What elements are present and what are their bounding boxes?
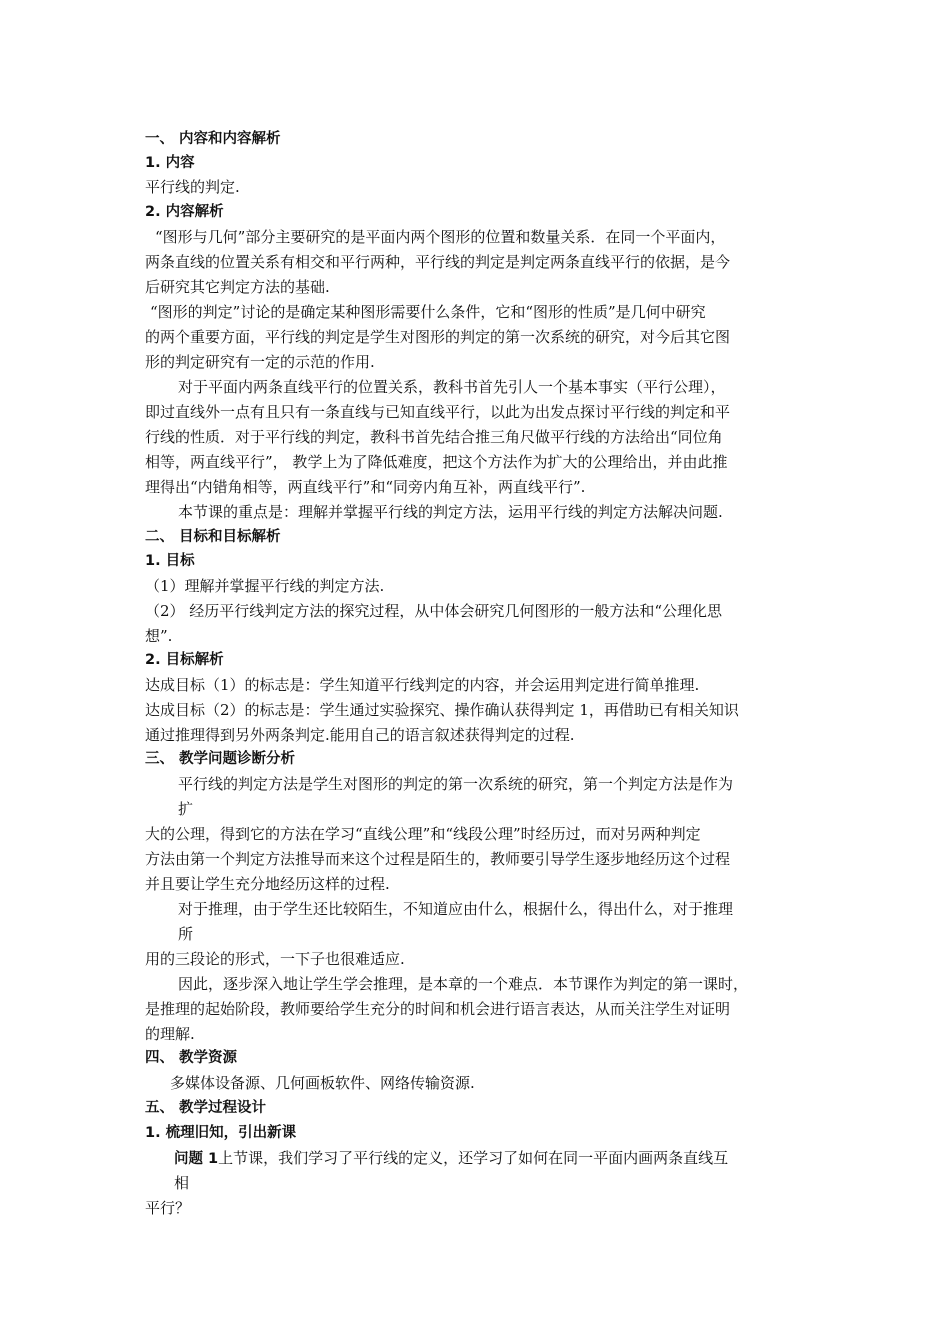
- paragraph-line: 平行线的判定.: [145, 178, 240, 196]
- subheading-content: 1. 内容: [145, 155, 195, 171]
- paragraph-line: 平行？: [145, 1199, 191, 1217]
- section-heading-2: 二、 目标和目标解析: [145, 529, 281, 545]
- paragraph-line: （2） 经历平行线判定方法的探究过程，从中体会研究几何图形的一般方法和“公理化思: [145, 602, 722, 620]
- paragraph-line: 用的三段论的形式，一下子也很难适应.: [145, 950, 405, 968]
- paragraph-line: 通过推理得到另外两条判定.能用自己的语言叙述获得判定的过程.: [145, 726, 575, 744]
- paragraph-line: 扩: [178, 800, 194, 818]
- paragraph-line: “图形与几何”部分主要研究的是平面内两个图形的位置和数量关系．在同一个平面内，: [155, 228, 726, 246]
- paragraph-line: 两条直线的位置关系有相交和平行两种，平行线的判定是判定两条直线平行的依据，是今: [145, 253, 731, 271]
- paragraph-line: “图形的判定”讨论的是确定某种图形需要什么条件，它和“图形的性质”是几何中研究: [150, 303, 706, 321]
- paragraph-line: 所: [178, 925, 194, 943]
- paragraph-line: 方法由第一个判定方法推导而来这个过程是陌生的，教师要引导学生逐步地经历这个过程: [145, 850, 731, 868]
- paragraph-line: 后研究其它判定方法的基础.: [145, 278, 330, 296]
- paragraph-line: 平行线的判定方法是学生对图形的判定的第一次系统的研究，第一个判定方法是作为: [178, 775, 734, 793]
- subheading-content-analysis: 2. 内容解析: [145, 204, 224, 220]
- question-label: 问题 1: [174, 1151, 219, 1167]
- question-line: [174, 1146, 728, 1172]
- paragraph-line: 达成目标（2）的标志是：学生通过实验探究、操作确认获得判定 1，再借助已有相关知识: [145, 701, 739, 719]
- paragraph-line: 因此，逐步深入地让学生学会推理，是本章的一个难点．本节课作为判定的第一课时，: [178, 975, 749, 993]
- section-heading-5: 五、 教学过程设计: [145, 1100, 267, 1116]
- subheading-goal-analysis: 2. 目标解析: [145, 652, 224, 668]
- section-heading-3: 三、 教学问题诊断分析: [145, 751, 296, 767]
- question-text: 上节课，我们学习了平行线的定义，还学习了如何在同一平面内画两条直线互: [218, 1149, 729, 1167]
- paragraph-line: 多媒体设备源、几何画板软件、网络传输资源.: [170, 1074, 475, 1092]
- paragraph-line: 行线的性质．对于平行线的判定，教科书首先结合推三角尺做平行线的方法给出“同位角: [145, 428, 723, 446]
- paragraph-line: 大的公理，得到它的方法在学习“直线公理”和“线段公理”时经历过，而对另两种判定: [145, 825, 701, 843]
- paragraph-line: 的两个重要方面，平行线的判定是学生对图形的判定的第一次系统的研究，对今后其它图: [145, 328, 731, 346]
- section-heading-4: 四、 教学资源: [145, 1050, 238, 1066]
- paragraph-line: 形的判定研究有一定的示范的作用.: [145, 353, 375, 371]
- paragraph-line: 的理解.: [145, 1025, 195, 1043]
- paragraph-line: 本节课的重点是：理解并掌握平行线的判定方法，运用平行线的判定方法解决问题.: [178, 503, 723, 521]
- paragraph-line: 相等，两直线平行”， 教学上为了降低难度，把这个方法作为扩大的公理给出，并由此推: [145, 453, 728, 471]
- paragraph-line: 即过直线外一点有且只有一条直线与已知直线平行，以此为出发点探讨平行线的判定和平: [145, 403, 731, 421]
- paragraph-line: 相: [174, 1174, 190, 1192]
- subheading-review: 1. 梳理旧知，引出新课: [145, 1125, 297, 1141]
- paragraph-line: （1）理解并掌握平行线的判定方法.: [145, 577, 385, 595]
- subheading-goals: 1. 目标: [145, 553, 195, 569]
- paragraph-line: 并且要让学生充分地经历这样的过程.: [145, 875, 390, 893]
- paragraph-line: 理得出“内错角相等，两直线平行”和“同旁内角互补，两直线平行”.: [145, 478, 586, 496]
- paragraph-line: 对于平面内两条直线平行的位置关系，教科书首先引人一个基本事实（平行公理），: [178, 378, 726, 396]
- paragraph-line: 达成目标（1）的标志是：学生知道平行线判定的内容，并会运用判定进行简单推理.: [145, 676, 700, 694]
- paragraph-line: 对于推理，由于学生还比较陌生，不知道应由什么，根据什么，得出什么，对于推理: [178, 900, 734, 918]
- paragraph-line: 是推理的起始阶段，教师要给学生充分的时间和机会进行语言表达，从而关注学生对证明: [145, 1000, 731, 1018]
- section-heading-1: 一、 内容和内容解析: [145, 131, 281, 147]
- paragraph-line: 想”.: [145, 627, 173, 645]
